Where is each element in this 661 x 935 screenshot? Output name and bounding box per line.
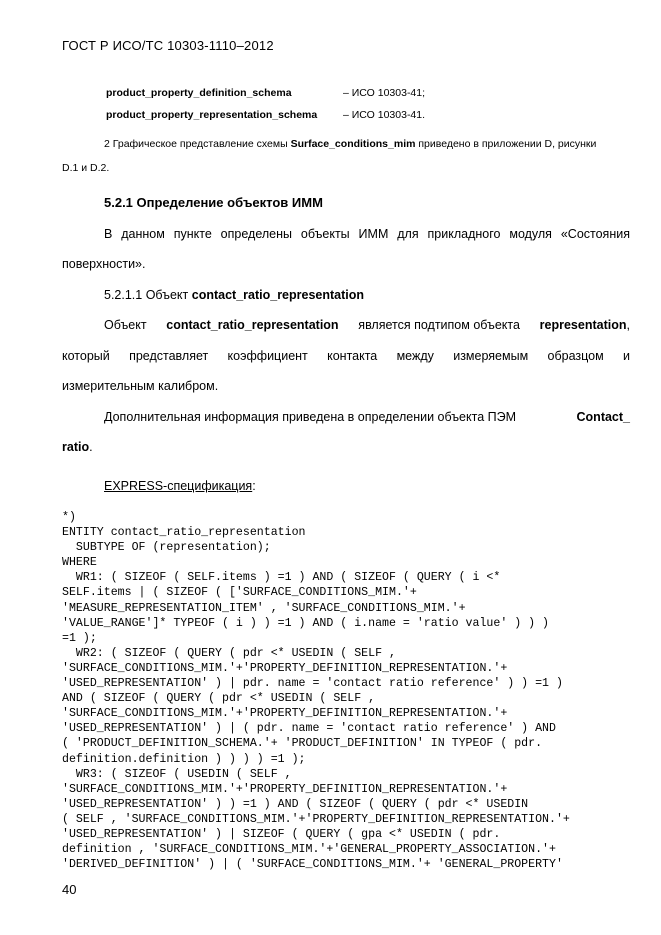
subsection-heading xyxy=(104,288,364,302)
text-is-subtype: является подтипом объекта xyxy=(358,318,520,332)
express-spec-colon: : xyxy=(252,479,256,493)
entity-paragraph-line-3: измерительным калибром. xyxy=(62,379,219,393)
info-text: Дополнительная информация приведена в определении объекта ПЭМ xyxy=(104,410,517,424)
page-number: 40 xyxy=(62,882,77,897)
section-paragraph-line-1: В данном пункте определены объекты ИММ для прикладного модуля «Состояния xyxy=(104,227,630,241)
note-line-1 xyxy=(104,138,596,150)
express-spec-label xyxy=(104,479,256,493)
subsection-number: 5.2.1.1 Объект xyxy=(104,288,192,302)
period: . xyxy=(89,440,93,454)
entity-paragraph-line-1 xyxy=(104,318,630,332)
document-header: ГОСТ Р ИСО/ТС 10303-1110–2012 xyxy=(62,38,274,53)
pem-object-name-cont: ratio xyxy=(62,440,90,454)
schema-name: product_property_definition_schema xyxy=(106,87,292,99)
info-paragraph-line-2 xyxy=(62,440,93,454)
entity-name: contact_ratio_representation xyxy=(166,318,339,332)
note-prefix: 2 Графическое представление схемы xyxy=(104,138,291,150)
info-paragraph-line-1 xyxy=(104,410,630,424)
note-schema-name: Surface_conditions_mim xyxy=(290,138,416,150)
subsection-entity: contact_ratio_representation xyxy=(191,288,365,302)
text-object: Объект xyxy=(104,318,147,332)
entity-paragraph-line-2: который представляет коэффициент контакта между измеряемым образцом и xyxy=(62,349,630,363)
note-line-2: D.1 и D.2. xyxy=(62,162,110,174)
schema-ref-value: – ИСО 10303-41. xyxy=(343,109,426,121)
supertype-wrapper xyxy=(540,318,630,332)
schema-ref-row xyxy=(106,87,292,99)
supertype-name: representation xyxy=(539,318,627,332)
schema-ref-row xyxy=(106,109,317,121)
section-heading: 5.2.1 Определение объектов ИММ xyxy=(104,195,323,210)
express-spec-underlined: EXPRESS-спецификация xyxy=(104,479,253,493)
schema-name: product_property_representation_schema xyxy=(106,109,318,121)
section-paragraph-line-2: поверхности». xyxy=(62,257,146,271)
pem-object-name: Contact_ xyxy=(576,410,630,424)
note-suffix: приведено в приложении D, рисунки xyxy=(415,138,597,150)
comma: , xyxy=(626,318,630,332)
schema-ref-value: – ИСО 10303-41; xyxy=(343,87,426,99)
express-code-block: *) ENTITY contact_ratio_representation SUBTYPE OF (representation); WHERE WR1: ( SIZEOF ( SELF.items ) =1 ) AND ( SIZEOF ( QUERY ( i <* SELF.items | ( SIZEOF ( ['SURFACE_CONDITIONS_MIM.'+ 'MEASURE_REPRESENTATION_ITEM' , 'SURFACE_CONDITIONS_MIM.'+ 'VALUE_RANGE']* TYPEOF ( i ) ) =1 ) AND ( i.name = 'ratio value' ) ) ) =1 ); WR2: ( SIZEOF ( QUERY ( pdr <* USEDIN ( SELF , 'SURFACE_CONDITIONS_MIM.'+'PROPERTY_DEFINITION_REPRESENTATION.'+ 'USED_REPRESENTATION' ) | pdr. name = 'contact ratio reference' ) ) =1 ) AND ( SIZEOF ( QUERY ( pdr <* USEDIN ( SELF , 'SURFACE_CONDITIONS_MIM.'+'PROPERTY_DEFINITION_REPRESENTATION.'+ 'USED_REPRESENTATION' ) | ( pdr. name = 'contact ratio reference' ) AND ( 'PRODUCT_DEFINITION_SCHEMA.'+ 'PRODUCT_DEFINITION' IN TYPEOF ( pdr. definition.definition ) ) ) ) =1 ); WR3: ( SIZEOF ( USEDIN ( SELF , 'SURFACE_CONDITIONS_MIM.'+'PROPERTY_DEFINITION_REPRESENTATION.'+ 'USED_REPRESENTATION' ) ) =1 ) AND ( SIZEOF ( QUERY ( pdr <* USEDIN ( SELF , 'SURFACE_CONDITIONS_MIM.'+'PROPERTY_DEFINITION_REPRESENTATION.'+ 'USED_REPRESENTATION' ) | SIZEOF ( QUERY ( gpa <* USEDIN ( pdr. definition , 'SURFACE_CONDITIONS_MIM.'+'GENERAL_PROPERTY_ASSOCIATION.'+ 'DERIVED_DEFINITION' ) | ( 'SURFACE_CONDITIONS_MIM.'+ 'GENERAL_PROPERTY' xyxy=(62,511,570,872)
